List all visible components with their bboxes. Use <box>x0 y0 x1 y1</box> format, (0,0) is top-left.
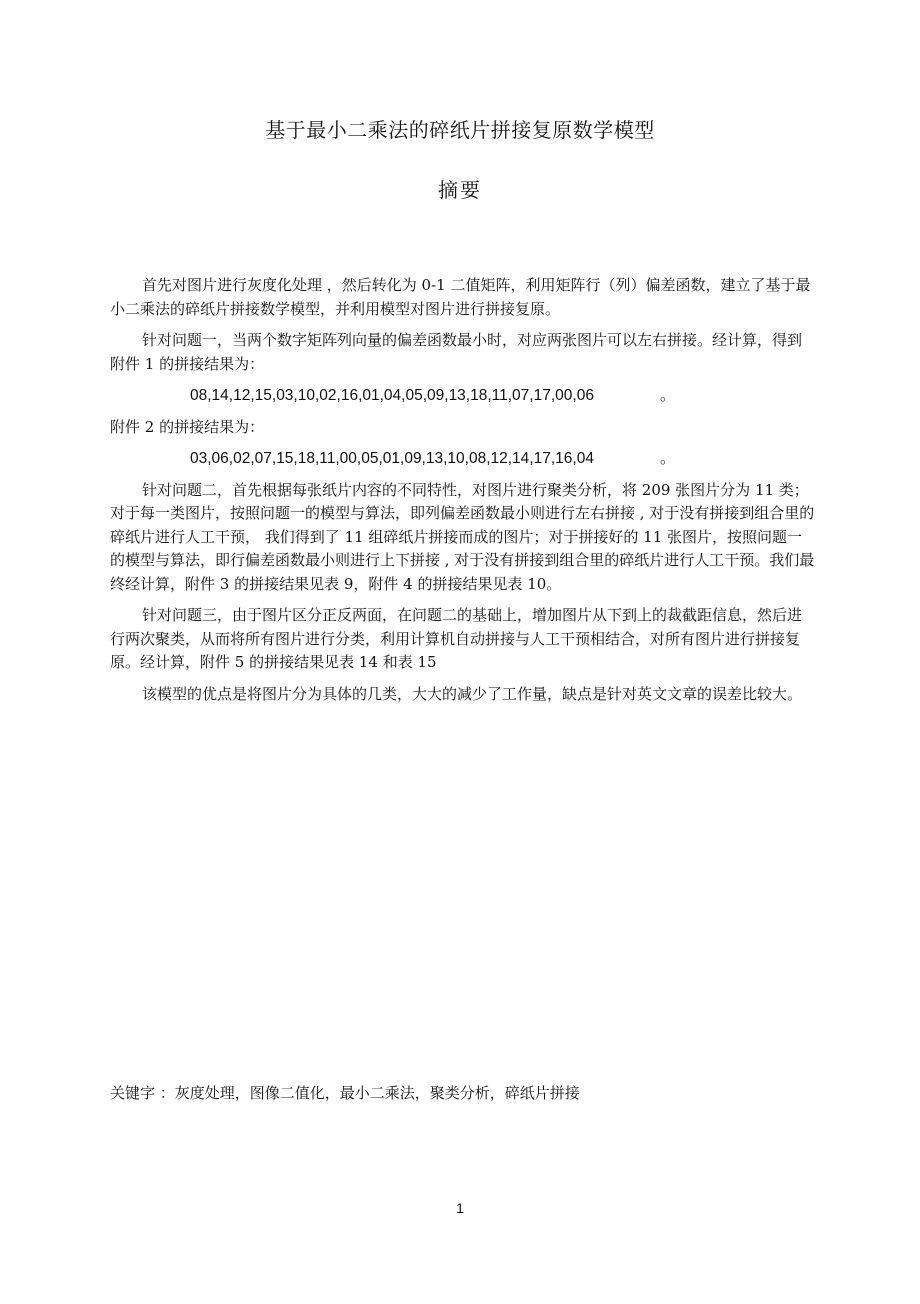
page-number: 1 <box>456 1200 464 1216</box>
sequence-text: 03,06,02,07,15,18,11,00,05,01,09,13,10,08,12,14,17,16,04 <box>190 450 594 467</box>
paragraph-problem-two: 针对问题二，首先根据每张纸片内容的不同特性，对图片进行聚类分析，将 209 张图片分为 11 类；对于每一类图片，按照问题一的模型与算法，即列偏差函数最小则进行左右拼接 , 对于没有拼接到组合里的碎纸片进行人工干预， 我们得到了 11 组碎纸片拼接而成的图片；对于拼接好的 11 张图片，按照问题一的模型与算法，即行偏差函数最小则进行上下拼接 , 对于没有拼接到组合里的碎纸片进行人工干预。我们最终经计算，附件 3 的拼接结果见表 9，附件 4 的拼接结果见表 10。 <box>110 480 815 593</box>
paragraph-method: 首先对图片进行灰度化处理 ，然后转化为 0-1 二值矩阵，利用矩阵行（列）偏差函数，建立了基于最小二乘法的碎纸片拼接数学模型，并利用模型对图片进行拼接复原。 <box>110 276 811 318</box>
paragraph-problem-three: 针对问题三，由于图片区分正反两面，在问题二的基础上，增加图片从下到上的裁截距信息，然后进行两次聚类，从而将所有图片进行分类，利用计算机自动拼接与人工干预相结合，对所有图片进行拼接复原。经计算，附件 5 的拼接结果见表 14 和表 15 <box>110 606 803 671</box>
result-sequence-attachment-1 <box>110 384 815 408</box>
paragraph-attachment-2: 附件 2 的拼接结果为： <box>110 417 265 436</box>
keywords-line: 关键字 ：灰度处理，图像二值化，最小二乘法，聚类分析，碎纸片拼接 <box>110 1084 580 1102</box>
paragraph-evaluation: 该模型的优点是将图片分为具体的几类，大大的减少了工作量，缺点是针对英文文章的误差比较大。 <box>142 684 803 703</box>
paragraph-problem-one: 针对问题一，当两个数字矩阵列向量的偏差函数最小时，对应两张图片可以左右拼接。经计算，得到附件 1 的拼接结果为： <box>110 331 803 373</box>
result-sequence-attachment-2 <box>110 447 815 471</box>
document-title: 基于最小二乘法的碎纸片拼接复原数学模型 <box>265 118 655 142</box>
abstract-heading: 摘要 <box>438 178 482 202</box>
sequence-end-mark: 。 <box>659 387 676 404</box>
sequence-text: 08,14,12,15,03,10,02,16,01,04,05,09,13,18,11,07,17,00,06 <box>190 387 594 404</box>
abstract-body <box>110 274 815 714</box>
sequence-end-mark: 。 <box>659 450 676 467</box>
